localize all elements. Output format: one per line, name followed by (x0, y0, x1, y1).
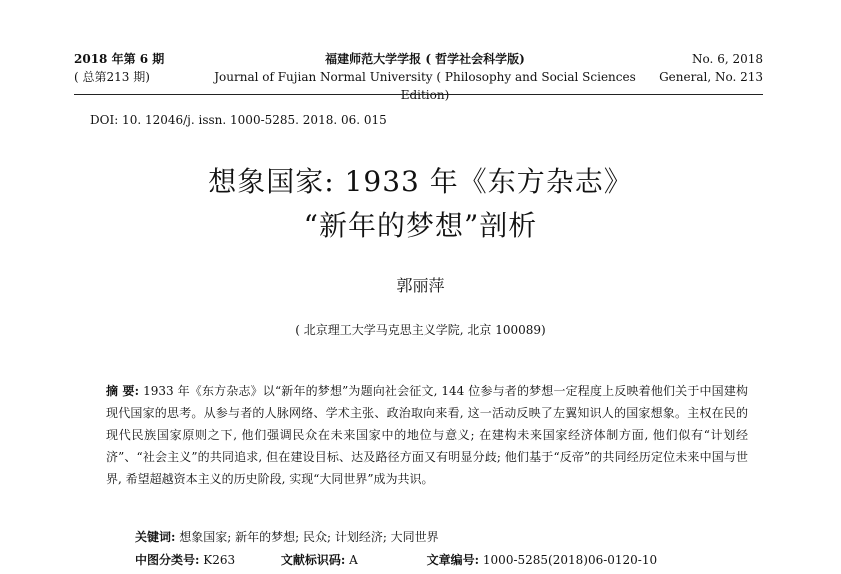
header-right (659, 50, 763, 86)
abstract-text: 1933 年《东方杂志》以“新年的梦想”为题向社会征文, 144 位参与者的梦想一定程度上反映着他们关于中国建构现代国家的思考。从参与者的人脉网络、学术主张、政治取向来看, 这一活动反映了左翼知识人的国家想象。主权在民的现代民族国家原则之下, 他们强调民众在未来国家中的地位与意义; 在建构未来国家经济体制方面, 他们似有“计划经济”、“社会主义”的共同追求, 但在建设目标、达及路径方面又有明显分歧; 他们基于“反帝”的共同经历定位未来中国与世界, 希望超越资本主义的历史阶段, 实现“大同世界”成为共识。 (106, 384, 749, 486)
header-rule (74, 94, 763, 95)
header-left (74, 50, 164, 86)
abstract (106, 380, 748, 490)
clc-value: K263 (199, 553, 236, 567)
affiliation: ( 北京理工大学马克思主义学院, 北京 100089) (295, 323, 546, 337)
keywords (135, 528, 439, 545)
article-title (0, 160, 841, 248)
article-number-value: 1000-5285(2018)06-0120-10 (479, 553, 658, 567)
issue-number-cn: 2018 年第 6 期 (74, 52, 165, 66)
general-number-en: General, No. 213 (659, 70, 763, 84)
article-number (427, 551, 657, 568)
clc-label: 中图分类号: (135, 553, 200, 567)
article-number-label: 文章编号: (426, 553, 480, 567)
issue-number-en: No. 6, 2018 (692, 52, 763, 66)
keywords-label: 关键词: (135, 530, 176, 544)
journal-title-cn: 福建师范大学学报 ( 哲学社会科学版) (325, 52, 525, 66)
article-title-line-2: “新年的梦想”剖析 (303, 209, 538, 242)
author: 郭丽萍 (396, 276, 445, 295)
abstract-label: 摘 要: (106, 384, 140, 398)
article-title-line-1: 想象国家: 1933 年《东方杂志》 (208, 165, 633, 198)
doc-code-value: A (345, 553, 358, 567)
clc-number (135, 551, 277, 568)
doi: DOI: 10. 12046/j. issn. 1000-5285. 2018. 06. 015 (90, 113, 387, 127)
keywords-text: 想象国家; 新年的梦想; 民众; 计划经济; 大同世界 (175, 530, 439, 544)
header-center (200, 50, 650, 104)
doc-code-label: 文献标识码: (280, 553, 346, 567)
classification-line (135, 551, 657, 568)
document-code (281, 551, 423, 568)
journal-title-en: Journal of Fujian Normal University ( Philosophy and Social Sciences Edition) (214, 70, 636, 102)
total-issue-cn: ( 总第213 期) (74, 70, 150, 84)
